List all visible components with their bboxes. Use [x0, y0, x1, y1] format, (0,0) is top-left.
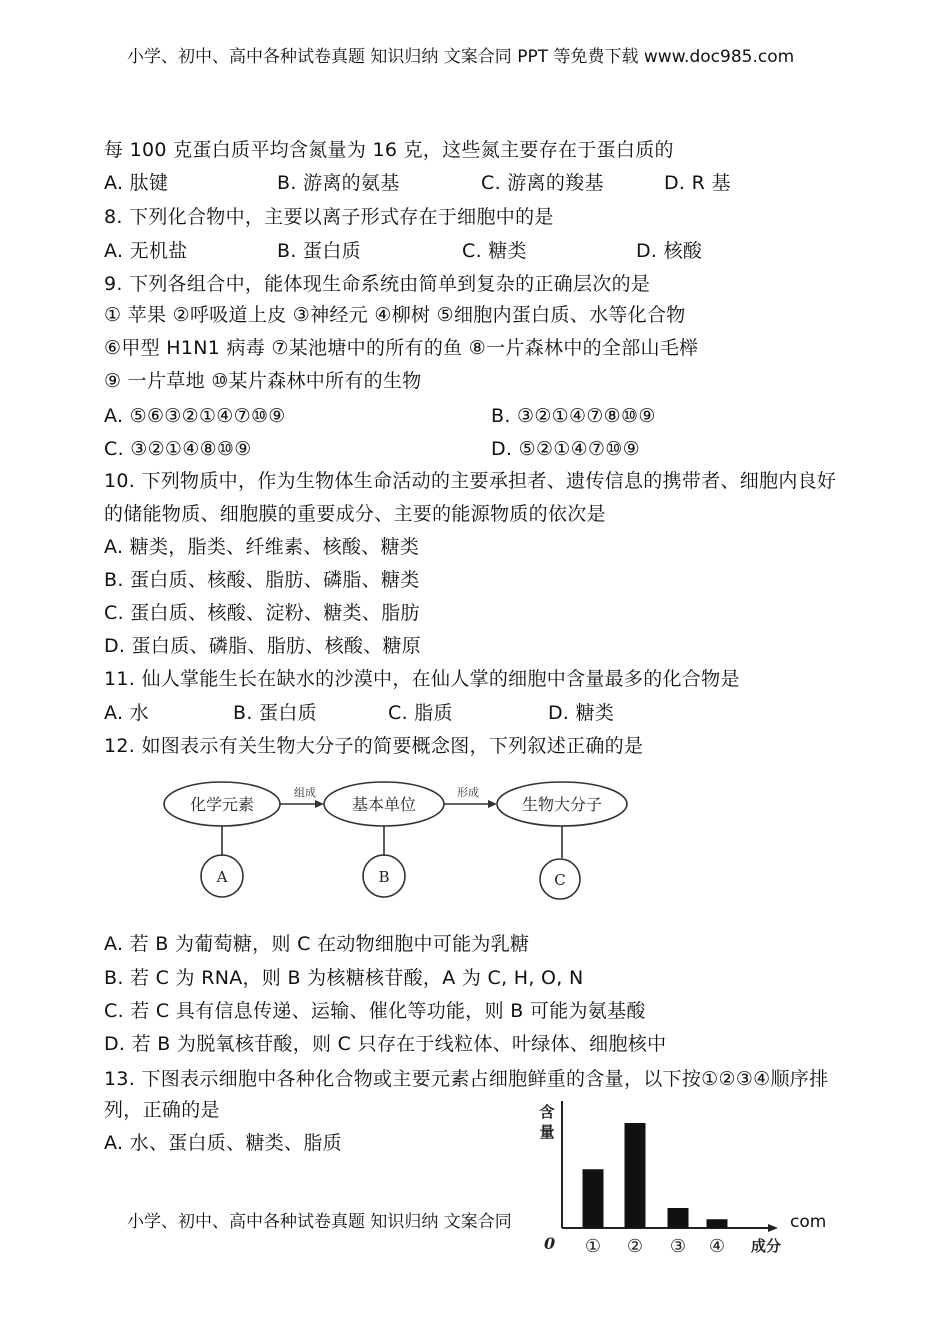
q8-stem: 8. 下列化合物中，主要以离子形式存在于细胞中的是 [104, 206, 554, 228]
q10-stem-line2: 的储能物质、细胞膜的重要成分、主要的能源物质的依次是 [104, 503, 606, 525]
q10-option-b: B. 蛋白质、核酸、脂肪、磷脂、糖类 [104, 569, 420, 591]
page-footer: 小学、初中、高中各种试卷真题 知识归纳 文案合同 [127, 1212, 512, 1232]
q8-option-a: A. 无机盐 [104, 240, 188, 262]
bar-4 [707, 1219, 728, 1228]
svg-text:B: B [378, 868, 390, 886]
q9-items-line1: ① 苹果 ②呼吸道上皮 ③神经元 ④柳树 ⑤细胞内蛋白质、水等化合物 [104, 304, 686, 326]
q12-option-d: D. 若 B 为脱氧核苷酸，则 C 只存在于线粒体、叶绿体、细胞核中 [104, 1033, 667, 1055]
q9-option-c: C. ③②①④⑧⑩⑨ [104, 438, 252, 460]
y-axis-label-top: 含 [539, 1103, 555, 1121]
bar-chart [530, 1095, 800, 1260]
q12-stem: 12. 如图表示有关生物大分子的简要概念图，下列叙述正确的是 [104, 735, 644, 757]
q7-stem: 每 100 克蛋白质平均含氮量为 16 克，这些氮主要存在于蛋白质的 [104, 139, 674, 161]
q13-stem-line2: 列，正确的是 [104, 1099, 220, 1121]
q12-option-b: B. 若 C 为 RNA，则 B 为核糖核苷酸，A 为 C, H, O, N [104, 967, 584, 989]
q9-stem: 9. 下列各组合中，能体现生命系统由简单到复杂的正确层次的是 [104, 273, 651, 295]
q9-items-line2: ⑥甲型 H1N1 病毒 ⑦某池塘中的所有的鱼 ⑧一片森林中的全部山毛榉 [104, 337, 699, 359]
q7-option-b: B. 游离的氨基 [277, 172, 400, 194]
svg-text:基本单位: 基本单位 [351, 795, 417, 814]
x-axis-label: 成分 [750, 1237, 782, 1255]
q8-option-c: C. 糖类 [462, 240, 527, 262]
q9-option-a: A. ⑤⑥③②①④⑦⑩⑨ [104, 405, 286, 427]
category-label-3: ③ [669, 1236, 687, 1257]
q12-option-c: C. 若 C 具有信息传递、运输、催化等功能，则 B 可能为氨基酸 [104, 1000, 646, 1022]
q8-option-d: D. 核酸 [636, 240, 703, 262]
q11-option-d: D. 糖类 [548, 702, 615, 724]
q10-option-d: D. 蛋白质、磷脂、脂肪、核酸、糖原 [104, 635, 422, 657]
q11-option-c: C. 脂质 [388, 702, 453, 724]
svg-text:化学元素: 化学元素 [189, 795, 255, 814]
page-header: 小学、初中、高中各种试卷真题 知识归纳 文案合同 PPT 等免费下载 www.doc985.com [127, 47, 795, 67]
bar-1 [583, 1169, 604, 1228]
q7-option-d: D. R 基 [664, 172, 731, 194]
q10-option-c: C. 蛋白质、核酸、淀粉、糖类、脂肪 [104, 602, 420, 624]
category-label-4: ④ [708, 1236, 726, 1257]
svg-text:A: A [216, 868, 228, 886]
bar-3 [668, 1208, 689, 1228]
page-footer-tail: com [790, 1212, 827, 1232]
q12-option-a: A. 若 B 为葡萄糖，则 C 在动物细胞中可能为乳糖 [104, 933, 530, 955]
q10-option-a: A. 糖类，脂类、纤维素、核酸、糖类 [104, 536, 420, 558]
q11-option-b: B. 蛋白质 [233, 702, 317, 724]
q9-option-b: B. ③②①④⑦⑧⑩⑨ [491, 405, 656, 427]
q10-stem-line1: 10. 下列物质中，作为生物体生命活动的主要承担者、遗传信息的携带者、细胞内良好 [104, 470, 837, 492]
svg-text:C: C [554, 871, 566, 889]
q9-items-line3: ⑨ 一片草地 ⑩某片森林中所有的生物 [104, 370, 422, 392]
svg-text:形成: 形成 [457, 786, 479, 799]
q13-stem-line1: 13. 下图表示细胞中各种化合物或主要元素占细胞鲜重的含量，以下按①②③④顺序排 [104, 1068, 829, 1090]
svg-text:生物大分子: 生物大分子 [521, 795, 603, 814]
category-label-2: ② [626, 1236, 644, 1257]
y-axis-label-bottom: 量 [539, 1123, 555, 1141]
arrow-form-head [488, 800, 497, 808]
origin-label: 0 [544, 1234, 556, 1253]
q11-stem: 11. 仙人掌能生长在缺水的沙漠中，在仙人掌的细胞中含量最多的化合物是 [104, 668, 740, 690]
x-axis-arrow [768, 1224, 778, 1232]
concept-diagram [150, 770, 650, 905]
q7-option-a: A. 肽键 [104, 172, 169, 194]
q7-option-c: C. 游离的羧基 [481, 172, 604, 194]
q8-option-b: B. 蛋白质 [277, 240, 361, 262]
arrow-compose-head [315, 800, 324, 808]
q13-option-a: A. 水、蛋白质、糖类、脂质 [104, 1132, 342, 1154]
q9-option-d: D. ⑤②①④⑦⑩⑨ [491, 438, 640, 460]
category-label-1: ① [584, 1236, 602, 1257]
svg-text:组成: 组成 [294, 786, 316, 799]
q11-option-a: A. 水 [104, 702, 149, 724]
bar-2 [625, 1123, 646, 1228]
